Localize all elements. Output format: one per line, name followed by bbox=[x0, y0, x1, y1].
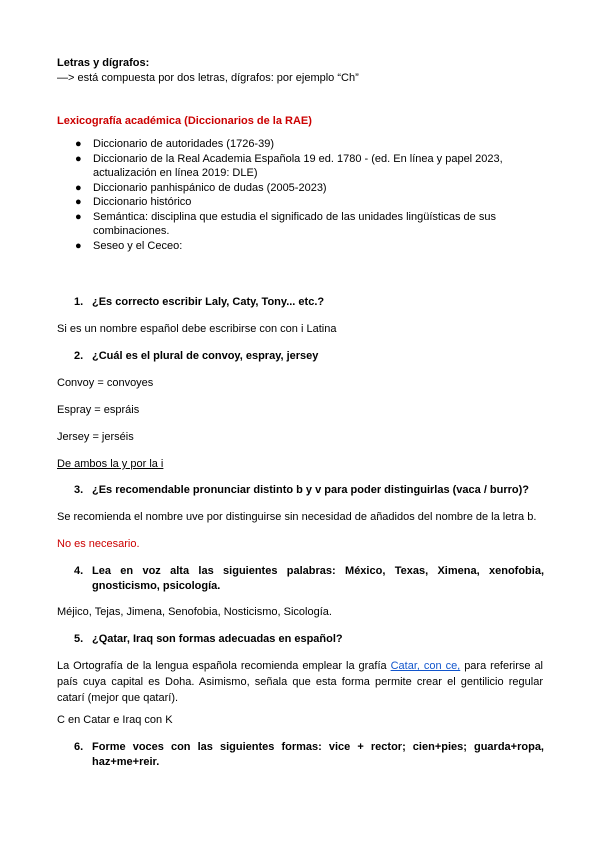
answer-5-note: C en Catar e Iraq con K bbox=[57, 714, 173, 726]
answer-4: Méjico, Tejas, Jimena, Senofobia, Nosticismo, Sicología. bbox=[57, 606, 332, 618]
list-item: ● Semántica: disciplina que estudia el significado de las unidades lingüísticas de sus combinaciones. bbox=[75, 210, 496, 237]
bullet-list bbox=[57, 137, 527, 253]
bullet-icon: ● bbox=[75, 210, 82, 223]
bullet-icon: ● bbox=[75, 181, 82, 194]
answer-2-line-1: Convoy = convoyes bbox=[57, 377, 154, 389]
question-6: 6. Forme voces con las siguientes formas: vice + rector; cien+pies; guarda+ropa, haz+me+reir. bbox=[74, 741, 544, 768]
list-item: ● Seseo y el Ceceo: bbox=[75, 239, 183, 252]
answer-5-paragraph: La Ortografía de la lengua española recomienda emplear la grafía Catar, con ce, para referirse al país cuya capital es Doha. Asimismo, señala que esta forma permite crear el gentilicio regular catarí (mejor que qatarí). bbox=[57, 660, 544, 704]
question-5: 5. ¿Qatar, Iraq son formas adecuadas en español? bbox=[74, 633, 343, 645]
list-item: ● Diccionario de autoridades (1726-39) bbox=[75, 138, 274, 150]
answer-3-note: No es necesario. bbox=[57, 538, 140, 550]
question-1: 1. ¿Es correcto escribir Laly, Caty, Tony... etc.? bbox=[74, 296, 325, 308]
section-heading: Lexicografía académica (Diccionarios de la RAE) bbox=[57, 115, 312, 127]
bullet-icon: ● bbox=[75, 196, 82, 208]
catar-link[interactable]: Catar, con ce, bbox=[390, 660, 461, 672]
bullet-icon: ● bbox=[75, 152, 82, 165]
answer-3: Se recomienda el nombre uve por distinguirse sin necesidad de añadidos del nombre de la letra b. bbox=[57, 511, 537, 523]
answer-2-note: De ambos la y por la i bbox=[57, 458, 164, 470]
list-item: ● Diccionario histórico bbox=[75, 196, 192, 208]
question-2: 2. ¿Cuál es el plural de convoy, espray, jersey bbox=[74, 350, 319, 362]
answer-2-line-3: Jersey = jerséis bbox=[57, 431, 134, 443]
answer-1: Si es un nombre español debe escribirse con con i Latina bbox=[57, 323, 337, 335]
bullet-icon: ● bbox=[75, 239, 82, 252]
question-4: 4. Lea en voz alta las siguientes palabras: México, Texas, Ximena, xenofobia, gnosticismo, psicología. bbox=[74, 565, 544, 592]
list-item: ● Diccionario de la Real Academia Española 19 ed. 1780 - (ed. En línea y papel 2023, actualización en línea 2019: DLE) bbox=[75, 152, 503, 179]
answer-2-line-2: Espray = espráis bbox=[57, 404, 140, 416]
list-item: ● Diccionario panhispánico de dudas (2005-2023) bbox=[75, 181, 327, 194]
page-title: Letras y dígrafos: bbox=[57, 57, 150, 69]
bullet-icon: ● bbox=[75, 138, 82, 150]
question-3: 3. ¿Es recomendable pronunciar distinto b y v para poder distinguirlas (vaca / burro)? bbox=[74, 484, 530, 496]
page-subtitle: —> está compuesta por dos letras, dígrafos: por ejemplo “Ch” bbox=[57, 72, 359, 84]
